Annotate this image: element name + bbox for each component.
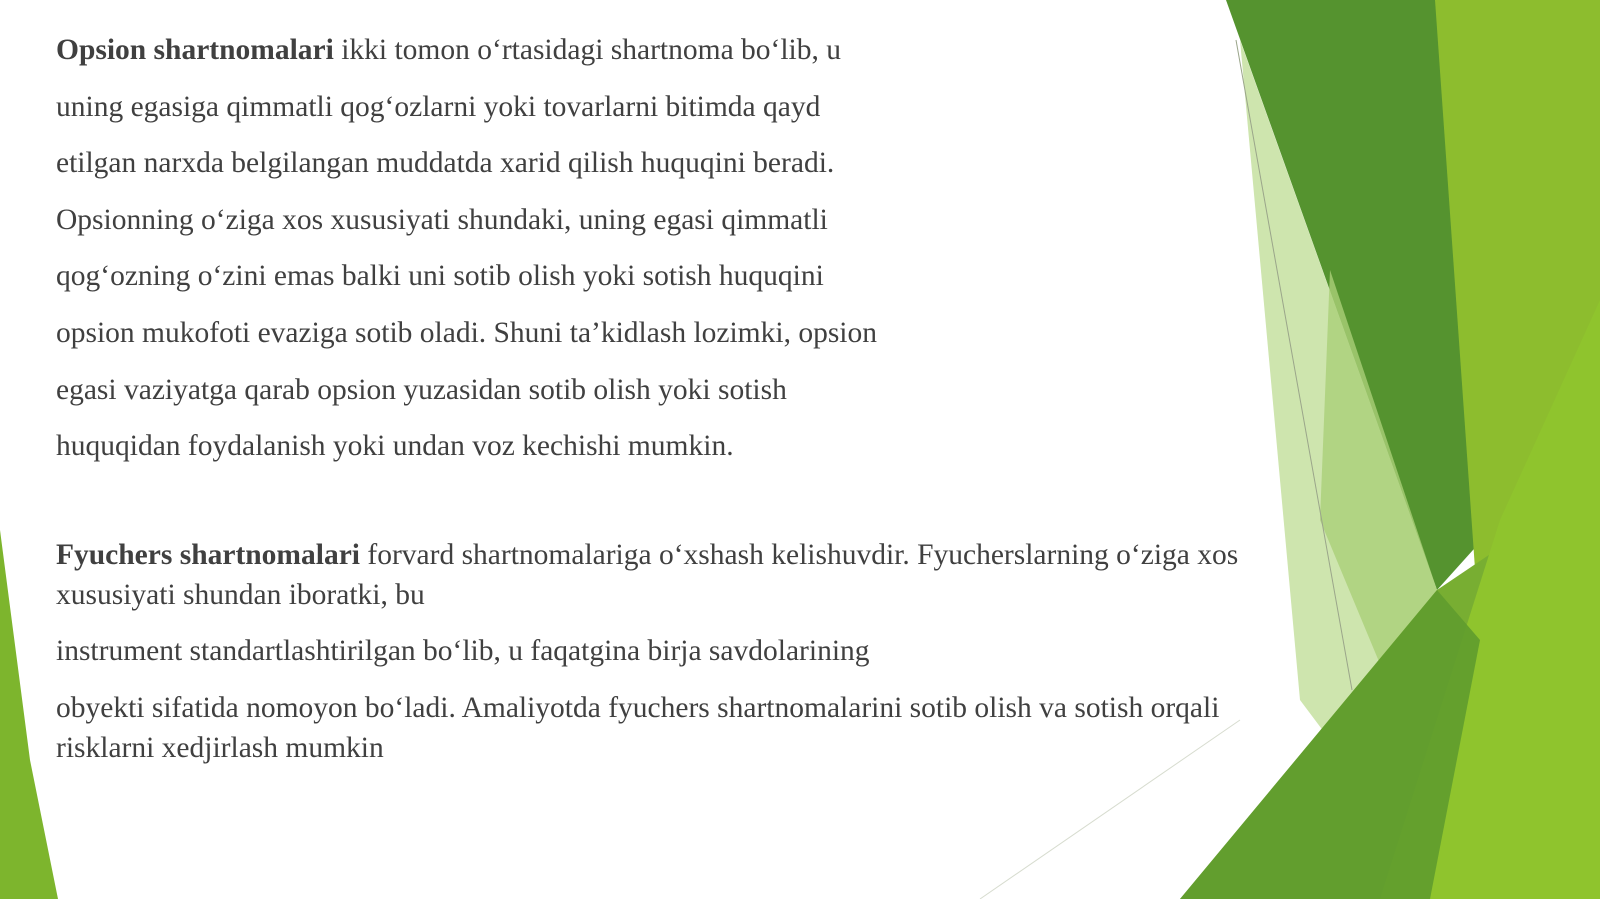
paragraph-line: uning egasiga qimmatli qog‘ozlarni yoki tovarlarni bitimda qayd: [56, 90, 821, 123]
options-paragraph: [56, 26, 1296, 479]
paragraph-line: etilgan narxda belgilangan muddatda xarid qilish huquqini beradi.: [56, 147, 835, 180]
paragraph-line: instrument standartlashtirilgan bo‘lib, u faqatgina birja savdolarining: [56, 635, 870, 668]
slide-text: [56, 26, 1296, 785]
paragraph-text: ikki tomon o‘rtasidagi shartnoma bo‘lib, u: [333, 34, 842, 66]
options-heading: Opsion shartnomalari: [56, 34, 334, 66]
paragraph-line: qog‘ozning o‘zini emas balki uni sotib olish yoki sotish huquqini: [56, 260, 824, 293]
futures-heading: Fyuchers shartnomalari: [56, 538, 360, 571]
paragraph-line: [56, 535, 1296, 615]
paragraph-line: obyekti sifatida nomoyon bo‘ladi. Amaliyotda fyuchers shartnomalarini sotib olish va sotish orqali risklarni xedjirlash mumkin: [56, 691, 1220, 764]
left-facet: [0, 530, 58, 899]
paragraph-line: huquqidan foydalanish yoki undan voz kechishi mumkin.: [56, 430, 734, 463]
paragraph-line: Opsionning o‘ziga xos xususiyati shundaki, uning egasi qimmatli: [56, 203, 828, 236]
paragraph-line: egasi vaziyatga qarab opsion yuzasidan sotib olish yoki sotish: [56, 373, 787, 406]
futures-paragraph: [56, 535, 1296, 768]
paragraph-text: forvard shartnomalariga o‘xshash kelishuvdir. Fyucherslarning o‘ziga xos xususiyati shundan iboratki, bu: [56, 538, 1239, 611]
paragraph-line: [56, 26, 1296, 83]
paragraph-line: opsion mukofoti evaziga sotib oladi. Shuni ta’kidlash lozimki, opsion: [56, 316, 878, 349]
